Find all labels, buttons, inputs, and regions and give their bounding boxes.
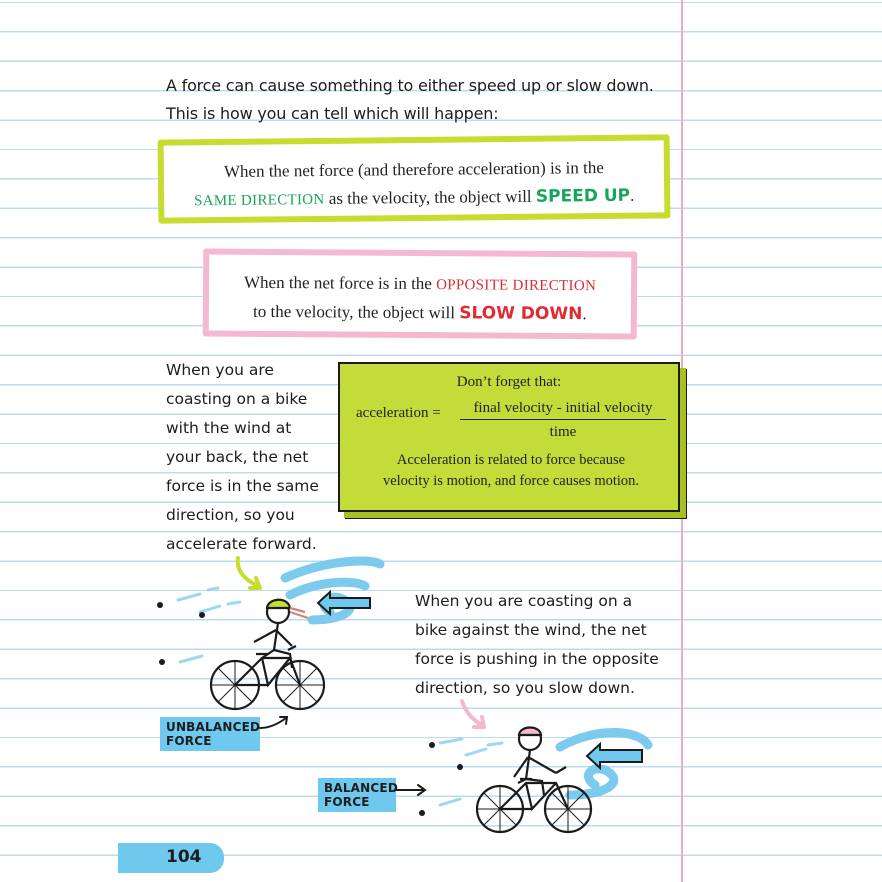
arrow-right-icon <box>258 712 292 732</box>
right-para-line: bike against the wind, the net <box>415 621 647 639</box>
balanced-force-tag <box>318 778 396 812</box>
unbalanced-label: UNBALANCED <box>166 720 261 734</box>
bicycle-icon <box>477 767 591 832</box>
arrow-right-icon <box>394 782 430 800</box>
slow-down-start-text: When the net force is in the <box>243 272 437 294</box>
left-para-line: direction, so you <box>166 506 295 524</box>
margin-line <box>681 0 683 882</box>
acceleration-formula-box <box>338 362 680 512</box>
against-wind-paragraph <box>415 587 675 703</box>
formula-numerator: final velocity - initial velocity <box>460 400 666 420</box>
intro-text <box>166 72 654 128</box>
pointer-arrow-icon <box>238 558 258 586</box>
right-para-line: force is pushing in the opposite <box>415 650 659 668</box>
formula-note <box>348 450 674 492</box>
opposite-direction-text: OPPOSITE DIRECTION <box>436 277 597 295</box>
formula-note-line-1: Acceleration is related to force because <box>396 452 626 468</box>
right-para-line: direction, so you slow down. <box>415 679 635 697</box>
wind-at-back-paragraph <box>166 356 341 559</box>
unbalanced-force-label: FORCE <box>166 734 212 748</box>
slow-down-box <box>203 248 638 339</box>
left-para-line: force is in the same <box>166 477 319 495</box>
cyclist-headwind-illustration <box>410 695 660 840</box>
balanced-force-label: FORCE <box>324 795 370 809</box>
slow-down-text: SLOW DOWN <box>459 303 583 325</box>
formula-label: acceleration = <box>356 405 441 421</box>
left-para-line: coasting on a bike <box>166 390 308 408</box>
left-para-line: with the wind at <box>166 419 292 437</box>
balanced-label: BALANCED <box>324 781 398 795</box>
left-para-line: accelerate forward. <box>166 535 317 553</box>
speed-lines-icon <box>178 588 240 662</box>
speed-up-box <box>158 134 671 223</box>
slow-down-period: . <box>582 304 587 324</box>
cyclist-icon <box>514 728 556 796</box>
formula-title: Don’t forget that: <box>456 374 562 390</box>
left-para-line: your back, the net <box>166 448 309 466</box>
wind-arrow-icon <box>587 744 642 768</box>
page-number: 104 <box>166 847 202 867</box>
speed-up-period: . <box>629 185 635 205</box>
left-para-line: When you are <box>166 361 274 379</box>
formula-note-line-2: velocity is motion, and force causes motion. <box>382 473 640 489</box>
formula-denominator: time <box>549 424 577 440</box>
slow-down-line-2: to the velocity, the object will <box>253 301 460 323</box>
cyclist-tailwind-illustration <box>150 550 390 720</box>
intro-line-1: A force can cause something to either speed up or slow down. <box>166 76 654 95</box>
right-para-line: When you are coasting on a <box>415 592 633 610</box>
same-direction-text: SAME DIRECTION <box>193 191 325 210</box>
speed-up-middle-text: as the velocity, the object will <box>324 186 536 208</box>
pointer-arrow-icon <box>462 701 482 725</box>
unbalanced-force-tag <box>160 717 260 751</box>
speed-up-line-1: When the net force (and therefore acceleration) is in the <box>223 158 604 181</box>
intro-line-2: This is how you can tell which will happen: <box>166 104 499 123</box>
speed-up-text: SPEED UP <box>535 185 631 207</box>
speed-lines-icon <box>440 739 502 805</box>
